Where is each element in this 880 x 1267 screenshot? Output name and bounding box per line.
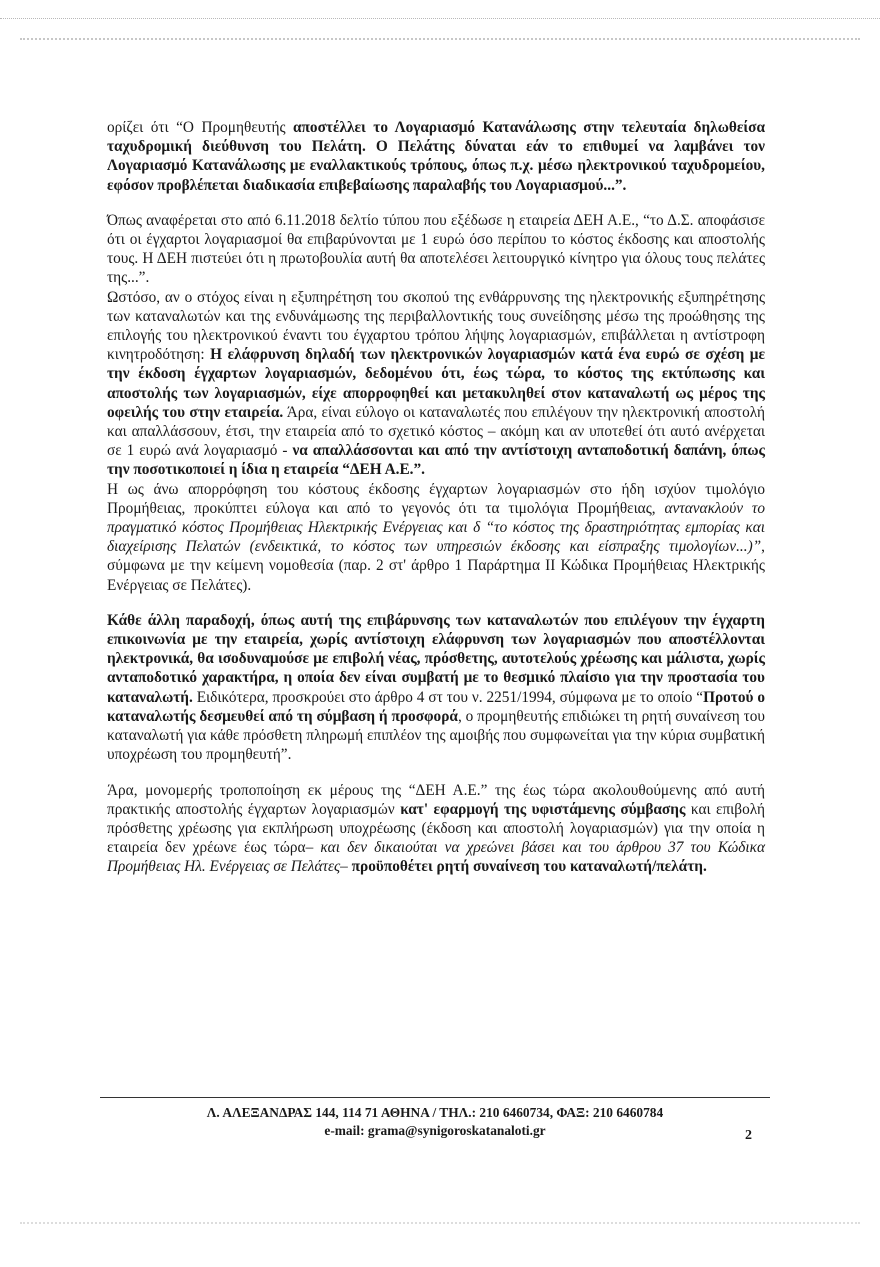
text-run: Κάθε άλλη παραδοχή, όπως αυτή της επιβάρυνσης των καταναλωτών που επιλέγουν την έγχαρτη επικοινωνία με την εταιρεία, χωρίς αντίστοιχη ελάφρυνση των λογαριασμών που αποστέλλονται ηλεκτρονικά, θα ισοδυναμούσε με επιβολή νέας, πρόσθετης, αυτοτελούς χρέωσης και μάλιστα, χωρίς ανταποδοτικό χαρακτήρα, η οποία δεν είναι συμβατή με το θεσμικό πλαίσιο για την προστασία του καταναλωτή. — [107, 611, 765, 706]
text-run: κατ' εφαρμογή της υφιστάμενης σύμβασης — [400, 800, 686, 818]
text-run: αντανακλούν το πραγματικό κόστος Προμήθειας Ηλεκτρικής Ενέργειας και δ “το κόστος της δραστηριότητας εμπορίας και διαχείρισης Πελατών (ενδεικτικά, το κόστος των υπηρεσιών έκδοσης και είσπραξης τιμολογίων...)” — [107, 499, 765, 556]
scan-artifact-bottom — [20, 1222, 860, 1232]
text-run: – και δεν δικαιούται να χρεώνει βάσει και του άρθρου 37 του Κώδικα Προμήθειας Ηλ. Ενέργειας σε Πελάτες– — [107, 839, 765, 876]
scan-edge-top — [0, 18, 880, 20]
text-run: Όπως αναφέρεται στο από 6.11.2018 δελτίο τύπου που εξέδωσε η εταιρεία ΔΕΗ Α.Ε., “το Δ.Σ. αποφάσισε ότι οι έγχαρτοι λογαριασμοί θα επιβαρύνονται με 1 ευρώ όσο περίπου το κόστος έκδοσης και αποστολής τους. Η ΔΕΗ πιστεύει ότι η πρωτοβουλία αυτή θα αποτελέσει λειτουργικό κίνητρο για όλους τους πελάτες της...”. — [107, 211, 765, 287]
text-run: , σύμφωνα με την κείμενη νομοθεσία (παρ. 2 στ' άρθρο 1 Παράρτημα ΙΙ Κώδικα Προμήθειας Ηλεκτρικής Ενέργειας σε Πελάτες). — [107, 538, 765, 594]
text-run: Άρα, μονομερής τροποποίηση εκ μέρους της “ΔΕΗ Α.Ε.” της έως τώρα ακολουθούμενης από αυτή πρακτικής αποστολής έγχαρτων λογαριασμών — [107, 781, 765, 818]
paragraph — [107, 611, 765, 765]
text-run: προϋποθέτει ρητή συναίνεση του καταναλωτή/πελάτη. — [351, 858, 707, 876]
footer-email: e-mail: grama@synigoroskatanaloti.gr — [324, 1123, 546, 1138]
document-body — [107, 118, 765, 893]
paragraph — [107, 211, 765, 288]
paragraph — [107, 480, 765, 595]
text-run: , ο προμηθευτής επιδιώκει τη ρητή συναίνεση του καταναλωτή για κάθε πρόσθετη πληρωμή επιπλέον της αμοιβής που συμφωνείται για την κύρια συμβατική υποχρέωση του προμηθευτή”. — [107, 707, 765, 764]
paragraph — [107, 781, 765, 877]
text-run: να απαλλάσσονται και από την αντίστοιχη ανταποδοτική δαπάνη, όπως την ποσοτικοποιεί η ίδια η εταιρεία “ΔΕΗ Α.Ε.”. — [107, 442, 765, 479]
paragraph — [107, 118, 765, 195]
footer — [100, 1104, 770, 1140]
paragraph — [107, 288, 765, 480]
footer-address: Λ. ΑΛΕΞΑΝΔΡΑΣ 144, 114 71 ΑΘΗΝΑ / ΤΗΛ.: 210 6460734, ΦΑΞ: 210 6460784 — [206, 1105, 664, 1120]
page-number: 2 — [745, 1128, 752, 1143]
text-run: αποστέλλει το Λογαριασμό Κατανάλωσης στην τελευταία δηλωθείσα ταχυδρομική διεύθυνση του Πελάτη. Ο Πελάτης δύναται εάν το επιθυμεί να λαμβάνει τον Λογαριασμό Κατανάλωσης με εναλλακτικούς τρόπους, όπως π.χ. μέσω ηλεκτρονικού ταχυδρομείου, εφόσον προβλέπεται διαδικασία επιβεβαίωσης παραλαβής του Λογαριασμού...”. — [107, 119, 765, 194]
text-run: Ωστόσο, αν ο στόχος είναι η εξυπηρέτηση του σκοπού της ενθάρρυνσης της ηλεκτρονικής εξυπηρέτησης των καταναλωτών και της ενδυνάμωσης της περιβαλλοντικής τους συνείδησης μέσω της προώθησης της επιλογής του ηλεκτρονικού έναντι του έγχαρτου τρόπου λήψης λογαριασμών, επιβάλλεται η αντίστροφη κινητροδότηση: — [107, 288, 765, 364]
text-run: και επιβολή πρόσθετης χρέωσης για εκπλήρωση υποχρέωσης (έκδοση και αποστολή λογαριασμών) για την οποία η εταιρεία δεν χρέωνε έως τώρα — [107, 800, 766, 857]
text-run: Η ως άνω απορρόφηση του κόστους έκδοσης έγχαρτων λογαριασμών στο ήδη ισχύον τιμολόγιο Προμήθειας, προκύπτει εύλογα και από το γεγονός ότι τα τιμολόγια Προμήθειας, — [107, 480, 765, 517]
footer-divider — [100, 1097, 770, 1098]
text-run: ορίζει ότι “Ο Προμηθευτής — [107, 119, 294, 136]
text-run: Προτού ο καταναλωτής δεσμευθεί από τη σύμβαση ή προσφορά — [107, 688, 765, 725]
text-run: Ειδικότερα, προσκρούει στο άρθρο 4 στ του ν. 2251/1994, σύμφωνα με το οποίο “ — [192, 688, 704, 706]
scan-artifact-top — [20, 38, 860, 48]
text-run: Άρα, είναι εύλογο οι καταναλωτές που επιλέγουν την ηλεκτρονική αποστολή και απαλλάσσουν, έτσι, την εταιρεία από το σχετικό κόστος – ακόμη και αν υποτεθεί ότι αυτό ανέρχεται σε 1 ευρώ ανά λογαριασμό - — [107, 403, 766, 460]
text-run: Η ελάφρυνση δηλαδή των ηλεκτρονικών λογαριασμών κατά ένα ευρώ σε σχέση με την έκδοση έγχαρτων λογαριασμών, δεδομένου ότι, έως τώρα, το κόστος της εκτύπωσης και αποστολής των λογαριασμών, είχε απορροφηθεί και μετακυληθεί στον καταναλωτή ως μέρος της οφειλής του στην εταιρεία. — [107, 346, 765, 421]
